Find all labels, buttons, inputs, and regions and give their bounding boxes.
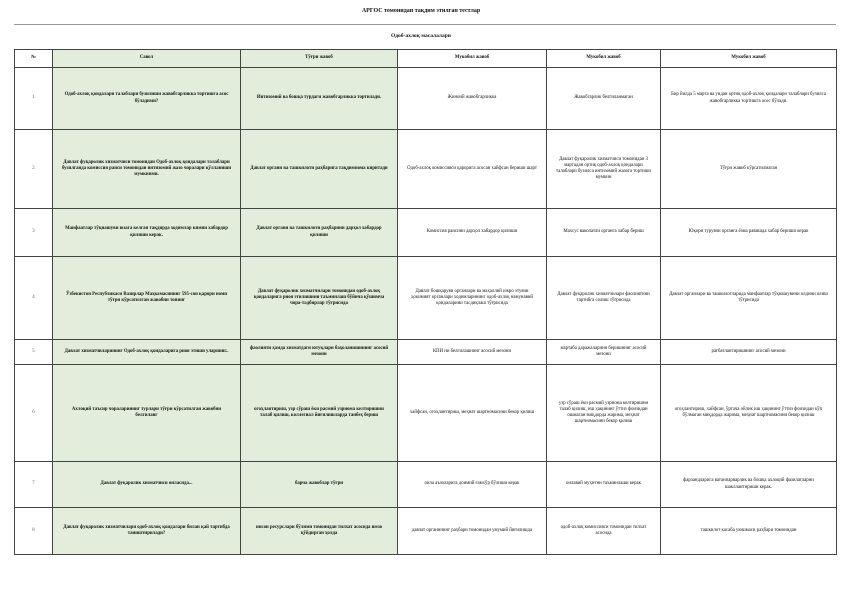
alt-answer-3-cell: ташкилот касаба уюшмаси раҳбари томонидан [661, 508, 837, 555]
row-number: 4 [15, 257, 53, 340]
alt-answer-3-cell: рағбатлантиришнинг асосий мезони [661, 340, 837, 365]
table-row [15, 68, 837, 130]
row-number: 7 [15, 462, 53, 508]
alt-answer-2-cell: Махсус ваколатли органга хабар бериш [547, 209, 661, 257]
alt-answer-1-cell: Жиноий жавобгарликка [398, 68, 547, 130]
alt-answer-2-cell: оилавий муҳитни таъминлаши керак [547, 462, 661, 508]
correct-answer-cell: Интизомий ва бошқа турдаги жавобгарликка тортилади. [241, 68, 398, 130]
table-row [15, 209, 837, 257]
header-question: Савол [53, 50, 241, 68]
header-correct-answer: Тўғри жавоб [241, 50, 398, 68]
table-row [15, 340, 837, 365]
table-row [15, 365, 837, 462]
header-alt-answer-3: Мукобил жавоб [661, 50, 837, 68]
alt-answer-3-cell: Юқори турувчи органга ёзма равишда хабар бериши керак [661, 209, 837, 257]
alt-answer-2-cell: мартаба даражаларини беришнинг асосий мезони [547, 340, 661, 365]
alt-answer-3-cell: огоҳлантириш, хайфсан, ўртача ойлик иш ҳақининг ўттиз фоизидан кўп бўлмаган миқдорда жарима, меҳнат шартномасини бекор қилиш [661, 365, 837, 462]
table-row [15, 508, 837, 555]
row-number: 2 [15, 130, 53, 209]
header-alt-answer-2: Мукобил жавоб [547, 50, 661, 68]
alt-answer-3-cell: Бир йилда 5 марта ва ундан ортиқ одоб-ахлоқ қоидалари талаблари бузилса жавобгарликка тортишга асос бўлади. [661, 68, 837, 130]
alt-answer-1-cell: оила аъзоларига доимий ғамхўр бўлиши керак [398, 462, 547, 508]
correct-answer-cell: огоҳлантириш, узр сўраш ёки расмий узрнома келтиришни талаб қилиш, коллегиал йиғилишларда танбеҳ бериш [241, 365, 398, 462]
row-number: 1 [15, 68, 53, 130]
alt-answer-1-cell: Давлат бошқаруви органлари ва маҳаллий ижро этувчи ҳокимият органлари ходимларининг одоб-ахлоқ намунавий қоидаларини тасдиқлаш тўғрисида [398, 257, 547, 340]
alt-answer-1-cell: хайфсан, огоҳлантириш, меҳнат шартномасини бекор қилиш [398, 365, 547, 462]
alt-answer-2-cell: Давлат фуқаролик хизматчиси томонидан 3 мартадан ортиқ одоб-ахлоқ қоидалари талаблари бузилса интизомий жазога тортиши мумкин [547, 130, 661, 209]
alt-answer-1-cell: КПИ ни белгилашнинг асосий мезони [398, 340, 547, 365]
alt-answer-2-cell: узр сўраш ёки расмий узрнома келтиришни талаб қилиш, иш ҳақининг ўттиз фоизидан ошмаган миқдорда жарима, меҳнат шартномасини бекор қилиш [547, 365, 661, 462]
table-header-row [15, 50, 837, 68]
alt-answer-2-cell: одоб-ахлоқ комиссияси томонидан тилхат асосида [547, 508, 661, 555]
row-number: 3 [15, 209, 53, 257]
row-number: 5 [15, 340, 53, 365]
question-cell: Ахлоқий таъсир чораларининг турлари тўғри кўрсатилган жавобни белгиланг [53, 365, 241, 462]
header-number: № [15, 50, 53, 68]
alt-answer-2-cell: Жавобгарлик белгиланмаган [547, 68, 661, 130]
question-cell: Давлат фуқаролик хизматчиси томонидан Одоб-ахлоқ қоидалари талаблари бузилганда комиссия раиси томонидан интизомий жазо чоралари қўлланиши мумкинми. [53, 130, 241, 209]
correct-answer-cell: фаолияти ҳамда хизматдаги ютуқлари баҳоланишининг асосий мезони [241, 340, 398, 365]
correct-answer-cell: Давлат фуқаролик хизматчилари томонидан одоб-ахлоқ қоидаларига риоя этилишини таъминлаш бўйича қўшимча чора-тадбирлар тўғрисида [241, 257, 398, 340]
correct-answer-cell: инсон ресурслари бўлими томонидан тилхат асосида имзо қўйдирган ҳолда [241, 508, 398, 555]
table-row [15, 257, 837, 340]
correct-answer-cell: барча жавоблар тўғри [241, 462, 398, 508]
alt-answer-1-cell: Комиссия раисини дарҳол хабардор қилиши [398, 209, 547, 257]
alt-answer-1-cell: давлат органининг раҳбари томонидан умумий йиғилишда [398, 508, 547, 555]
table-row [15, 462, 837, 508]
question-cell: Давлат хизматчиларининг Одоб-ахлоқ қоидаларига риоя этиши уларнинг.. [53, 340, 241, 365]
divider [14, 24, 836, 25]
question-cell: Манфаатлар тўқнашуви юзага келган тақдирда ходимлар кимни хабардор қилиши керак. [53, 209, 241, 257]
correct-answer-cell: Давлат органи ва ташкилоти раҳбарини дарҳол хабардор қилиши [241, 209, 398, 257]
question-cell: Давлат фуқаролик хизматчилари одоб-ахлоқ қоидалари билан қай тартибда таништирилади? [53, 508, 241, 555]
section-title: Одоб-ахлоқ масалалари [391, 33, 451, 39]
document-title: АРГОС томонидан тақдим этилган тестлар [361, 8, 481, 14]
correct-answer-cell: Давлат органи ва ташкилоти раҳбарига тақдимнома киритади [241, 130, 398, 209]
question-cell: Давлат фуқаролик хизматчиси оиласида... [53, 462, 241, 508]
row-number: 6 [15, 365, 53, 462]
table-row [15, 130, 837, 209]
row-number: 8 [15, 508, 53, 555]
alt-answer-3-cell: Тўғри жавоб кўрсатилмаган [661, 130, 837, 209]
tests-table [14, 49, 837, 555]
header-alt-answer-1: Мукобил жавоб [398, 50, 547, 68]
alt-answer-2-cell: Давлат фуқаролик хизматчилари фаолиятини тартибга солиш тўғрисида [547, 257, 661, 340]
alt-answer-3-cell: фарзандларига ватанпарварлик ва бошқа ахлоқий фазилатларни шакллантириши керак. [661, 462, 837, 508]
alt-answer-3-cell: Давлат органлари ва ташкилотларида манфаатлар тўқнашувини олдини олиш тўғрисида [661, 257, 837, 340]
alt-answer-1-cell: Одоб-ахлоқ комиссияси қарорига асосан хайфсан бериши шарт [398, 130, 547, 209]
question-cell: Ўзбекистон Республикаси Вазирлар Маҳкамасининг 595-сон қарори номи тўғри кўрсатилган жавобни топинг [53, 257, 241, 340]
question-cell: Одоб-ахлоқ қоидалари талаблари бузилиши жавобгарликка тортишга асос бўладими? [53, 68, 241, 130]
